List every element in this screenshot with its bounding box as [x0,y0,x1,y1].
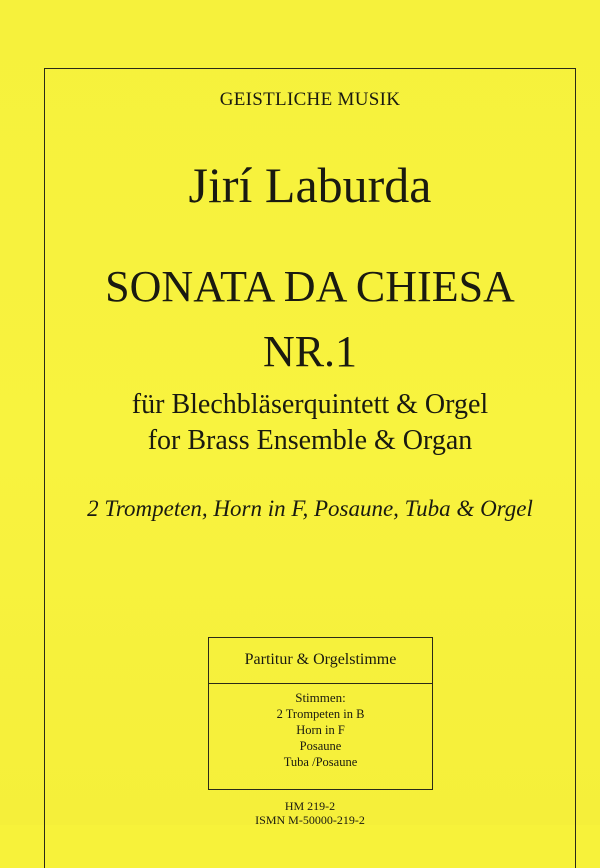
ismn-number: ISMN M-50000-219-2 [255,813,365,827]
subtitle-german: für Blechbläserquintett & Orgel [131,389,489,420]
parts-label: Stimmen: [295,690,346,705]
instrumentation: 2 Trompeten, Horn in F, Posaune, Tuba & Orgel [87,496,533,521]
parts-list [209,690,432,770]
contents-box-header: Partitur & Orgelstimme [209,638,432,684]
work-title: SONATA DA CHIESA [105,262,515,311]
part-item: Horn in F [296,723,345,737]
part-item: 2 Trompeten in B [276,707,365,721]
catalog-number: HM 219-2 [284,799,336,813]
contents-box [208,637,433,790]
subtitle-english: for Brass Ensemble & Organ [147,425,473,456]
part-item: Tuba /Posaune [283,755,358,769]
composer-name: Jirí Laburda [188,157,432,213]
part-item: Posaune [299,739,342,753]
work-number: NR.1 [262,327,358,376]
series-name: GEISTLICHE MUSIK [219,89,401,110]
